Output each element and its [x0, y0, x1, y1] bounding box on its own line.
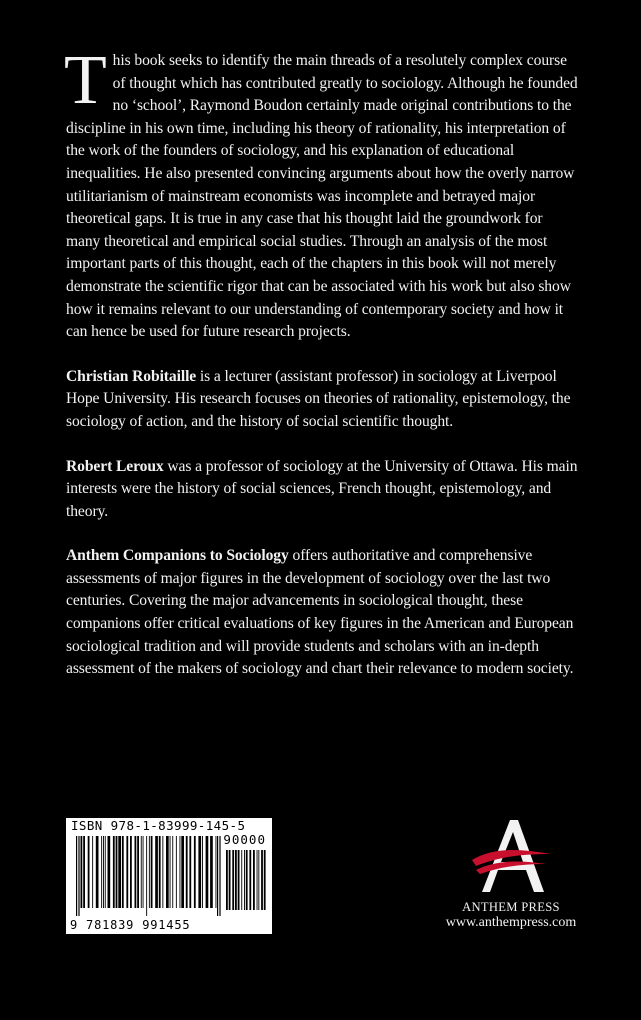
barcode-bar: [210, 836, 213, 908]
barcode-bar: [135, 836, 137, 908]
barcode-bar: [261, 850, 263, 910]
series-name: Anthem Companions to Sociology: [66, 547, 289, 565]
barcode-bar: [96, 836, 99, 908]
barcode-bar: [216, 836, 217, 908]
barcode-bar: [235, 850, 237, 910]
barcode-bar: [189, 836, 191, 908]
barcode-bar: [130, 836, 132, 908]
barcode-bar: [137, 836, 139, 908]
barcode-bar: [198, 836, 201, 908]
barcode-bar: [116, 836, 118, 908]
barcode-bar: [151, 836, 153, 908]
barcode-addon-number: 90000: [223, 832, 266, 847]
barcode-bar: [122, 836, 124, 908]
author-name: Christian Robitaille: [66, 367, 197, 385]
barcode-bar: [238, 850, 240, 910]
author-bio-text: is a lecturer (assistant professor) in sociology at Liverpool Hope University. His research focuses on theories of rationality, epistemology, the sociology of action, and the history of social scientific thought.: [66, 367, 571, 430]
barcode-bar: [194, 836, 196, 908]
barcode-bar: [244, 850, 245, 910]
barcode-bar: [162, 836, 163, 908]
barcode-bar: [232, 850, 234, 910]
barcode-bar: [176, 836, 177, 908]
barcode-bar: [92, 836, 93, 908]
barcode-bar: [229, 850, 231, 910]
barcode-bar: [88, 836, 90, 908]
blurb-text: [64, 42, 578, 703]
barcode-bar: [141, 836, 142, 908]
series-description: [66, 545, 578, 681]
barcode-bar: [217, 836, 218, 916]
barcode-bar: [105, 836, 106, 908]
barcode-bar: [172, 836, 173, 908]
barcode-bar: [159, 836, 161, 908]
isbn-barcode: [66, 818, 272, 934]
barcode-bar: [219, 836, 220, 916]
barcode-bar: [249, 850, 251, 910]
barcode-bar: [186, 836, 188, 908]
intro-text: his book seeks to identify the main threads of a resolutely complex course of thought which has contributed greatly to sociology. Although he founded no ‘school’, Raymond Boudon certainly made original contributions to the discipline in his own time, including his theory of rationality, his interpretation of the work of the founders of sociology, and his explanation of educational inequalities. He also presented convincing arguments about how the overly narrow utilitarianism of mainstream economists was incomplete and betrayed major theoretical gaps. It is true in any case that his thought laid the groundwork for many theoretical and empirical social studies. Through an analysis of the most important parts of this thought, each of the chapters in this book will not merely demonstrate the scientific rigor that can be associated with his work but also show how it remains relevant to our understanding of contemporary society and how it can hence be used for future research projects.: [66, 52, 578, 341]
barcode-bar: [103, 836, 104, 908]
publisher-url: www.anthempress.com: [445, 915, 577, 930]
barcode-bar: [257, 850, 258, 910]
anthem-press-logo: [466, 818, 556, 898]
author-bio-robitaille: [66, 366, 578, 434]
barcode-bar: [126, 836, 128, 908]
barcode-bar: [143, 836, 144, 908]
barcode-bar: [78, 836, 79, 916]
barcode-bar: [180, 836, 181, 908]
drop-cap: T: [64, 42, 107, 119]
barcode-bar: [253, 850, 255, 910]
barcode-bar: [76, 836, 77, 916]
barcode-bar: [170, 836, 171, 908]
barcode-bar: [264, 850, 266, 910]
barcode-bar: [241, 850, 242, 910]
ean-digits: 9 781839 991455: [70, 918, 191, 932]
author-bio-text: was a professor of sociology at the University of Ottawa. His main interests were the history of social sciences, French thought, epistemology, and theory.: [66, 457, 578, 520]
series-text: offers authoritative and comprehensive assessments of major figures in the development of sociology over the last two centuries. Covering the major advancements in sociological thought, these companions offer critical evaluations of key figures in the American and European sociological tradition and will provide students and scholars with an in-depth assessment of the makers of sociology and chart their relevance to modern society.: [66, 547, 574, 678]
barcode-bar: [81, 836, 83, 908]
isbn-label: ISBN 978-1-83999-145-5: [71, 818, 246, 833]
barcode-bar: [113, 836, 115, 908]
barcode-bar: [118, 836, 121, 908]
intro-paragraph: [64, 42, 578, 344]
author-name: Robert Leroux: [66, 457, 164, 475]
barcode-bar: [83, 836, 85, 908]
barcode-bar: [101, 836, 102, 908]
barcode-bar: [258, 850, 259, 910]
barcode-bar: [108, 836, 111, 908]
barcode-bar: [149, 836, 150, 908]
barcode-bars: [70, 836, 268, 918]
barcode-bar: [166, 836, 169, 908]
barcode-bar: [181, 836, 184, 908]
barcode-bar: [202, 836, 203, 908]
barcode-bar: [226, 850, 228, 910]
barcode-bar: [155, 836, 158, 908]
barcode-bar: [206, 836, 209, 908]
author-bio-leroux: [66, 456, 578, 524]
barcode-bar: [246, 850, 248, 910]
barcode-bar: [146, 836, 147, 916]
publisher-name: ANTHEM PRESS: [462, 900, 560, 914]
